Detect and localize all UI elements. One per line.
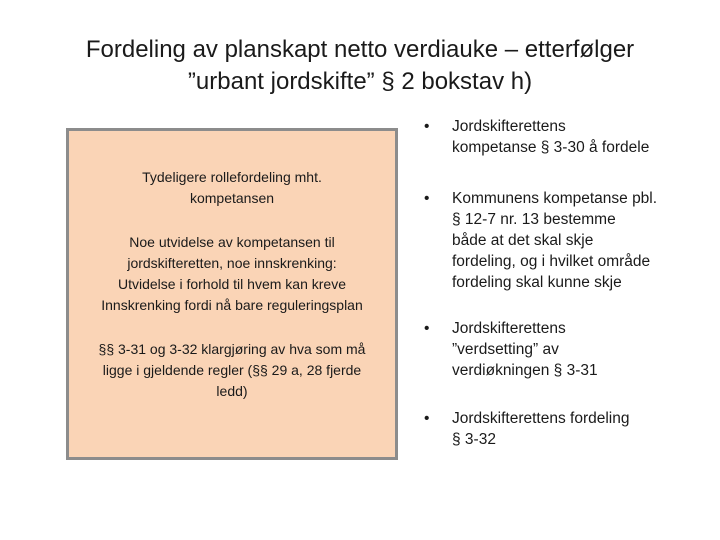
box-line: ledd) — [216, 383, 248, 399]
bullet-dot: • — [424, 118, 430, 135]
bullet-line: § 12-7 nr. 13 bestemme — [452, 211, 616, 228]
bullet-line: Jordskifterettens — [452, 118, 566, 135]
bullet-line: Jordskifterettens fordeling — [452, 410, 630, 427]
bullet-line: både at det skal skje — [452, 232, 594, 249]
summary-box — [66, 128, 398, 460]
bullet-text — [452, 408, 704, 450]
box-paragraph-clarification — [69, 339, 395, 402]
box-line: jordskifteretten, noe innskrenking: — [127, 255, 337, 271]
bullet-text — [452, 188, 704, 293]
bullet-line: fordeling skal kunne skje — [452, 274, 622, 291]
bullet-dot: • — [424, 320, 430, 337]
bullet-line: Kommunens kompetanse pbl. — [452, 190, 658, 207]
bullet-line: § 3-32 — [452, 431, 496, 448]
box-line: Noe utvidelse av kompetansen til — [129, 234, 335, 250]
bullet-line: Jordskifterettens — [452, 320, 566, 337]
slide-title — [40, 34, 680, 98]
bullet-line: ”verdsetting” av — [452, 341, 559, 358]
bullet-line: kompetanse § 3-30 å fordele — [452, 139, 650, 156]
bullet-line: verdiøkningen § 3-31 — [452, 362, 598, 379]
box-line: §§ 3-31 og 3-32 klargjøring av hva som må — [98, 341, 366, 357]
bullet-dot: • — [424, 190, 430, 207]
box-line: Tydeligere rollefordeling mht. — [142, 169, 322, 185]
bullet-text — [452, 318, 704, 381]
box-line: kompetansen — [189, 190, 275, 206]
bullet-text — [452, 116, 704, 158]
slide-title-line: Fordeling av planskapt netto verdiauke – etterfølger — [85, 36, 635, 63]
slide-title-line: ”urbant jordskifte” § 2 bokstav h) — [187, 68, 533, 95]
box-line: ligge i gjeldende regler (§§ 29 a, 28 fjerde — [102, 362, 362, 378]
bullet-dot: • — [424, 410, 430, 427]
box-paragraph-competence — [69, 232, 395, 316]
bullet-line: fordeling, og i hvilket område — [452, 253, 651, 270]
box-line: Innskrenking fordi nå bare reguleringsplan — [101, 297, 363, 313]
box-paragraph-roles — [69, 167, 395, 209]
box-line: Utvidelse i forhold til hvem kan kreve — [118, 276, 346, 292]
